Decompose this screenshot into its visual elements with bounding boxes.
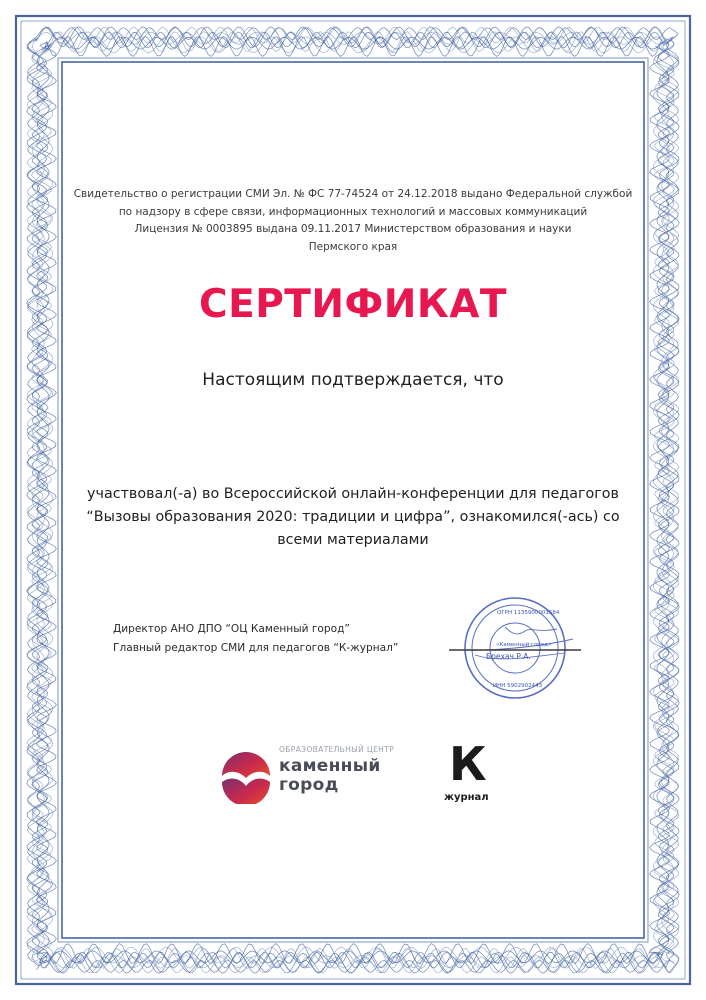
stamp-name: Брехач Р.А. [486,652,531,661]
confirmation-text: Настоящим подтверждается, что [202,370,504,390]
kamenny-logo-line-1: каменный [279,756,381,776]
stamp-center-text: «Каменный город» [496,642,552,648]
director-title: Директор АНО ДПО “ОЦ Каменный город” [113,623,350,635]
participation-text [70,483,636,552]
registration-line-4: Пермского края [308,240,398,253]
registration-line-1: Свидетельство о регистрации СМИ Эл. № ФС 77-74524 от 24.12.2018 выдано Федеральной службой [73,188,633,200]
participation-line-1: участвовал(-а) во Всероссийской онлайн-конференции для педагогов [87,486,619,502]
kamenny-logo-line-2: город [279,775,339,795]
kamenny-gorod-logo [218,742,394,802]
registration-line-2: по надзору в сфере связи, информационных технологий и массовых коммуникаций [118,205,588,218]
signatories [113,620,398,658]
participation-line-2: “Вызовы образования 2020: традиции и цифра”, ознакомился(-ась) со [86,509,620,525]
round-seal-stamp [445,593,585,703]
registration-line-3: Лицензия № 0003895 выдана 09.11.2017 Министерством образования и науки [134,223,572,235]
participation-line-3: всеми материалами [277,532,429,548]
certificate-title: СЕРТИФИКАТ [198,282,508,327]
editor-title: Главный редактор СМИ для педагогов “К-журнал” [113,642,399,654]
k-journal-caption: журнал [444,792,489,803]
k-journal-logo [440,737,500,810]
stamp-inn: ИНН 5902902443 [493,683,543,689]
stamp-ogrn: ОГРН 1135900001584 [497,610,560,616]
kamenny-logo-caption: ОБРАЗОВАТЕЛЬНЫЙ ЦЕНТР [279,745,394,754]
kamenny-gorod-emblem-icon [218,748,274,804]
registration-info [60,186,646,256]
k-journal-letter: К [449,737,487,791]
